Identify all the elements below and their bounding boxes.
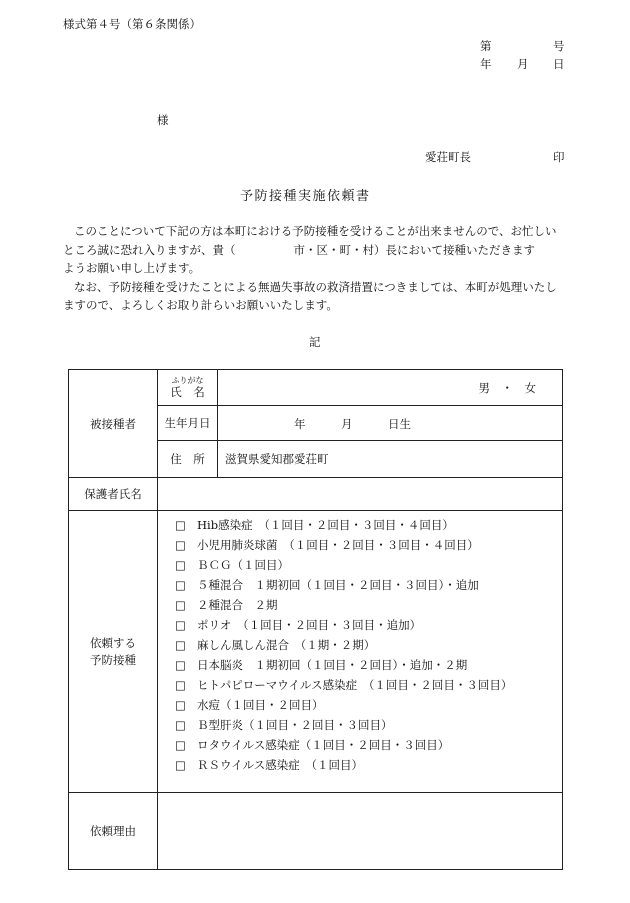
vaccine-item-label: ５種混合 １期初回（１回目・２回目・３回目）・追加 bbox=[197, 578, 479, 592]
paragraph-line bbox=[63, 241, 569, 260]
vaccine-item-label: ヒトパピローマウイルス感染症 （１回目・２回目・３回目） bbox=[197, 678, 513, 692]
vaccine-item bbox=[158, 555, 562, 575]
vaccine-item-label: Hib感染症 （１回目・２回目・３回目・４回目） bbox=[197, 518, 454, 532]
dob-day-label: 日生 bbox=[388, 417, 411, 431]
vaccine-item-label: ＲＳウイルス感染症 （１回目） bbox=[197, 758, 364, 772]
reason-field[interactable] bbox=[158, 793, 563, 870]
issuer-seal: 印 bbox=[553, 150, 565, 164]
address-label: 住 所 bbox=[158, 441, 218, 478]
address-value: 滋賀県愛知郡愛荘町 bbox=[225, 452, 329, 466]
name-field[interactable] bbox=[218, 370, 563, 406]
document-number-suffix: 号 bbox=[553, 39, 565, 53]
vaccine-item bbox=[158, 655, 562, 675]
dob-year-label: 年 bbox=[294, 417, 306, 431]
vaccine-label bbox=[69, 511, 158, 793]
paragraph-line: ますので、よろしくお取り計らいお願いいたします。 bbox=[63, 298, 338, 312]
vaccine-item bbox=[158, 695, 562, 715]
furigana-label: ふりがな bbox=[171, 376, 204, 385]
checkbox-icon[interactable]: □ bbox=[175, 538, 186, 552]
checkbox-icon[interactable]: □ bbox=[175, 658, 186, 672]
name-row bbox=[69, 370, 563, 406]
address-field[interactable] bbox=[218, 441, 563, 478]
guardian-row bbox=[69, 478, 563, 511]
paragraph-line: このことについて下記の方は本町における予防接種を受けることが出来ませんので、お忙しい bbox=[74, 224, 557, 238]
vaccine-item bbox=[158, 595, 562, 615]
vaccine-item-label: 日本脳炎 １期初回（１回目・２回目）・追加・２期 bbox=[197, 658, 468, 672]
name-label: 氏 名 bbox=[170, 385, 205, 399]
vaccine-item bbox=[158, 515, 562, 535]
recipient-label: 被接種者 bbox=[69, 370, 158, 478]
vaccine-item bbox=[158, 535, 562, 555]
dob-month-label: 月 bbox=[341, 417, 353, 431]
name-label-cell bbox=[158, 370, 218, 406]
document-title: 予防接種実施依頼書 bbox=[240, 189, 371, 204]
vaccine-item bbox=[158, 675, 562, 695]
guardian-label: 保護者氏名 bbox=[69, 478, 158, 511]
vaccine-list-cell bbox=[158, 511, 563, 793]
vaccine-row bbox=[69, 511, 563, 793]
reason-label: 依頼理由 bbox=[69, 793, 158, 870]
vaccine-item bbox=[158, 715, 562, 735]
vaccine-item-label: ２種混合 ２期 bbox=[197, 598, 278, 612]
sex-options[interactable]: 男 ・ 女 bbox=[478, 380, 536, 395]
vaccine-item bbox=[158, 755, 562, 775]
vaccine-item-label: 水痘（１回目・２回目） bbox=[197, 698, 324, 712]
checkbox-icon[interactable]: □ bbox=[175, 698, 186, 712]
form-number: 様式第４号（第６条関係） bbox=[63, 17, 201, 31]
vaccine-item bbox=[158, 575, 562, 595]
document-number-prefix: 第 bbox=[480, 39, 492, 53]
request-form-table bbox=[68, 369, 563, 870]
paragraph-fragment: ところ誠に恐れ入りますが、貴（ bbox=[63, 242, 236, 257]
checkbox-icon[interactable]: □ bbox=[175, 618, 186, 632]
vaccine-list bbox=[158, 515, 562, 775]
paragraph-fragment: 市・区・町・村）長において接種いただきます bbox=[293, 242, 535, 257]
date-year-label: 年 bbox=[480, 57, 492, 71]
checkbox-icon[interactable]: □ bbox=[175, 738, 186, 752]
dob-label: 生年月日 bbox=[158, 406, 218, 441]
vaccine-item bbox=[158, 735, 562, 755]
vaccine-item-label: 麻しん風しん混合 （１期・２期） bbox=[197, 638, 376, 652]
checkbox-icon[interactable]: □ bbox=[175, 598, 186, 612]
guardian-name-field[interactable] bbox=[158, 478, 563, 511]
checkbox-icon[interactable]: □ bbox=[175, 758, 186, 772]
checkbox-icon[interactable]: □ bbox=[175, 558, 186, 572]
checkbox-icon[interactable]: □ bbox=[175, 638, 186, 652]
issuer-title: 愛荘町長 bbox=[425, 150, 471, 164]
checkbox-icon[interactable]: □ bbox=[175, 578, 186, 592]
checkbox-icon[interactable]: □ bbox=[175, 678, 186, 692]
vaccine-item-label: Ｂ型肝炎（１回目・２回目・３回目） bbox=[197, 718, 393, 732]
vaccine-item-label: ＢＣＧ（１回目） bbox=[197, 558, 289, 572]
date-day-label: 日 bbox=[553, 57, 565, 71]
vaccine-item-label: ポリオ （１回目・２回目・３回目・追加） bbox=[197, 618, 422, 632]
date-month-label: 月 bbox=[517, 57, 529, 71]
checkbox-icon[interactable]: □ bbox=[175, 718, 186, 732]
dob-field[interactable] bbox=[218, 406, 563, 441]
reason-row bbox=[69, 793, 563, 870]
ki-heading: 記 bbox=[309, 335, 321, 349]
checkbox-icon[interactable]: □ bbox=[175, 518, 186, 532]
paragraph-line: ようお願い申し上げます。 bbox=[63, 261, 201, 275]
paragraph-line: なお、予防接種を受けたことによる無過失事故の救済措置につきましては、本町が処理いたし bbox=[74, 279, 557, 294]
vaccine-item-label: 小児用肺炎球菌 （１回目・２回目・３回目・４回目） bbox=[197, 538, 479, 552]
vaccine-item-label: ロタウイルス感染症（１回目・２回目・３回目） bbox=[197, 738, 450, 752]
addressee-honorific: 様 bbox=[157, 113, 169, 127]
request-paragraph bbox=[63, 222, 569, 315]
vaccine-label-line: 予防接種 bbox=[90, 652, 136, 667]
vaccine-item bbox=[158, 635, 562, 655]
vaccine-item bbox=[158, 615, 562, 635]
vaccine-label-line: 依頼する bbox=[90, 635, 136, 650]
